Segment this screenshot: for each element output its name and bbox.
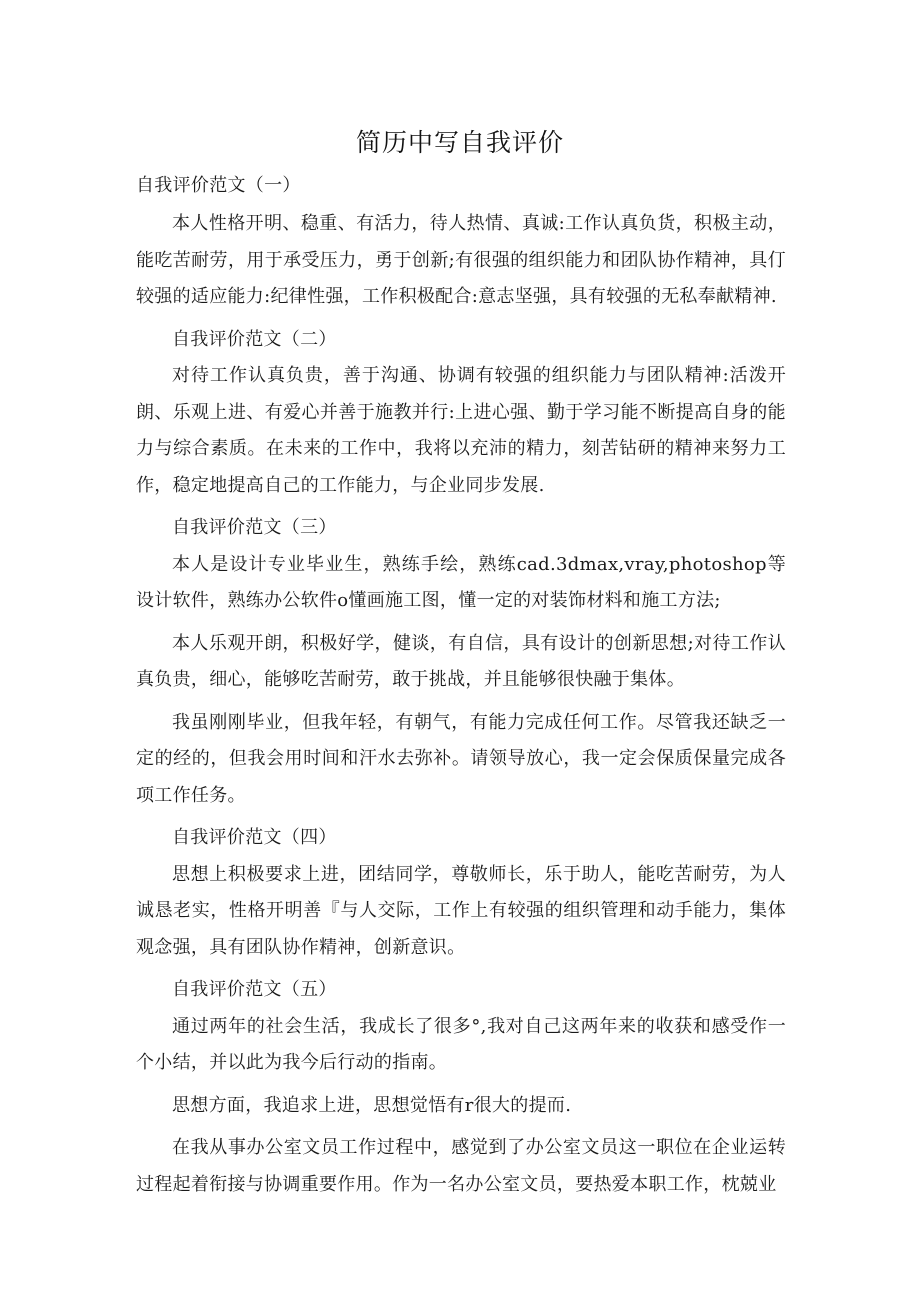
- section-1-paragraph-1: 本人性格开明、稳重、有活力，待人热情、真诚:工作认真负货，积极主动，能吃苦耐劳，用于承受压力，勇于创新;有很强的组织能力和团队协作精神，具仃较强的适应能力:纪律性强，工作积极配合:意志坚强，具有较强的无私奉献精神.: [136, 213, 786, 307]
- section-heading-4: 自我评价范文（四）: [172, 827, 337, 848]
- section-5-paragraph-1: 通过两年的社会生活，我成长了很多°,我对自己这两年来的收获和感受作一个小结，并以此为我今后行动的指南。: [136, 1015, 786, 1073]
- section-2-paragraph-1: 对待工作认真负贵，善于沟通、协调有较强的组织能力与团队精神:活泼开朗、乐观上进、有爱心并善于施教并行:上进心强、勤于学习能不断提高自身的能力与综合素质。在未来的工作中，我将以充沛的精力，刻苦钻研的精神来努力工作，稳定地提高自己的工作能力，与企业同步发展.: [136, 365, 786, 496]
- section-heading-3: 自我评价范文（三）: [172, 517, 337, 538]
- section-3-paragraph-3: 我虽刚刚毕业，但我年轻，有朝气，有能力完成任何工作。尽管我还缺乏一定的经的，但我会用时间和汗水去弥补。请领导放心，我一定会保质保量完成各项工作任务。: [136, 711, 786, 806]
- section-5-paragraph-3: 在我从事办公室文员工作过程中，感觉到了办公室文员这一职位在企业运转过程起着衔接与协调重要作用。作为一名办公室文员，要热爱本职工作，枕兢业: [136, 1137, 786, 1195]
- section-5-paragraph-2: 思想方面，我追求上进，思想觉悟有r很大的提而.: [172, 1094, 572, 1116]
- section-heading-2: 自我评价范文（二）: [172, 328, 337, 350]
- page-title: 简历中写自我评价: [355, 128, 564, 157]
- document-body: [136, 170, 786, 1203]
- section-3-paragraph-2: 本人乐观开朗，积极好学，健谈，有自信，具有设计的创新思想;对待工作认真负贵，细心，能够吃苦耐劳，敢于挑战，并且能够很快融于集体。: [136, 632, 786, 690]
- section-4-paragraph-1: 思想上积极要求上进，团结同学，尊敬师长，乐于助人，能吃苦耐劳，为人诚恳老实，性格开明善『与人交际，工作上有较强的组织管理和动手能力，集体观念强，具有团队协作精神，创新意识。: [136, 863, 786, 958]
- section-heading-1: 自我评价范文（一）: [136, 175, 301, 196]
- section-3-paragraph-1: 本人是设计专业毕业生，熟练手绘，熟练cad.3dmax,vray,photoshop等设计软件，熟练办公软件o懂画施工图，懂一定的对装饰材料和施工方法;: [136, 553, 786, 611]
- section-heading-5: 自我评价范文（五）: [172, 979, 337, 1000]
